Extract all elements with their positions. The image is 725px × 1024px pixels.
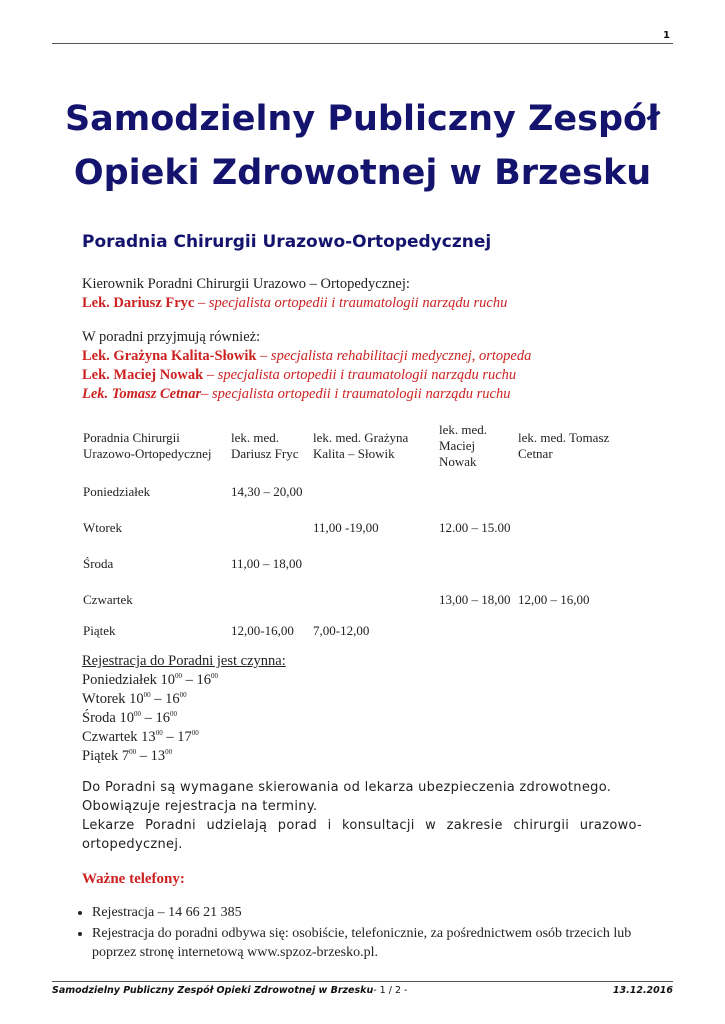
registration-day: [82, 690, 286, 709]
header-rule: [52, 43, 673, 44]
registration-superscript: 00: [179, 691, 187, 699]
head-doctor-entry: [82, 294, 507, 313]
info-paragraph: Lekarze Poradni udzielają porad i konsultacji w zakresie chirurgii urazowo-ortopedycznej.: [82, 818, 642, 852]
registration-day-dash: – 16: [140, 710, 170, 726]
doctor-entry: [82, 347, 531, 366]
registration-day: [82, 709, 286, 728]
table-cell: [228, 510, 310, 546]
table-header-row: [80, 418, 641, 474]
phones-list: [74, 903, 652, 964]
table-cell: 11,00 -19,00: [313, 520, 379, 535]
head-doctor-block: [82, 275, 507, 313]
page-title: [52, 92, 673, 200]
registration-day-dash: – 17: [162, 729, 192, 745]
head-doctor-label: Kierownik Poradni Chirurgii Urazowo – Ortopedycznej:: [82, 276, 410, 292]
doctor-role: – specjalista ortopedii i traumatologii narządu ruchu: [201, 386, 511, 402]
registration-day-label: Wtorek 10: [82, 691, 144, 707]
table-cell: [310, 474, 436, 510]
page-title-line-1: Samodzielny Publiczny Zespół: [64, 99, 661, 139]
table-cell: [228, 582, 310, 618]
table-row: [80, 510, 641, 546]
table-cell: 11,00 – 18,00: [231, 556, 303, 571]
table-row: [80, 582, 641, 618]
registration-superscript: 00: [129, 748, 137, 756]
registration-hours: [82, 652, 286, 766]
registration-day-label: Piątek 7: [82, 748, 130, 764]
registration-day-dash: – 16: [182, 672, 212, 688]
footer-title: Samodzielny Publiczny Zespół Opieki Zdrowotnej w Brzesku: [52, 985, 374, 996]
table-cell: [436, 474, 515, 510]
registration-superscript: 00: [165, 748, 173, 756]
doctor-role: – specjalista rehabilitacji medycznej, ortopeda: [256, 348, 532, 364]
table-cell: Czwartek: [83, 592, 133, 607]
table-cell: Środa: [83, 556, 114, 571]
doctor-entry: [82, 366, 531, 385]
table-header-cell: Poradnia Chirurgii Urazowo-Ortopedycznej: [83, 430, 212, 461]
doctor-entry: [82, 385, 531, 404]
registration-superscript: 00: [155, 729, 163, 737]
schedule-table: [80, 418, 641, 644]
registration-day-label: Poniedziałek 10: [82, 672, 176, 688]
other-doctors-block: [82, 328, 531, 404]
list-item: • Rejestracja – 14 66 21 385: [92, 903, 652, 922]
table-cell: 12,00 – 16,00: [518, 592, 590, 607]
table-header-cell: lek. med. Dariusz Fryc: [231, 430, 299, 461]
registration-day: [82, 747, 286, 766]
table-cell: 12,00-16,00: [231, 623, 294, 638]
table-row: [80, 474, 641, 510]
registration-heading: Rejestracja do Poradni jest czynna:: [82, 653, 286, 669]
registration-day-dash: – 13: [136, 748, 166, 764]
table-row: [80, 618, 641, 644]
doctor-name: Lek. Tomasz Cetnar: [82, 386, 202, 402]
doctor-name: Lek. Maciej Nowak: [82, 367, 204, 383]
registration-day-dash: – 16: [150, 691, 180, 707]
page-title-line-2: Opieki Zdrowotnej w Brzesku: [73, 153, 652, 193]
info-text: [82, 778, 642, 854]
registration-superscript: 00: [175, 672, 183, 680]
table-cell: [515, 546, 641, 582]
table-cell: [515, 474, 641, 510]
registration-day: [82, 728, 286, 747]
table-header-cell: lek. med. Maciej Nowak: [439, 422, 488, 469]
table-header-cell: lek. med. Tomasz Cetnar: [518, 430, 610, 461]
table-cell: Piątek: [83, 623, 116, 638]
table-cell: [310, 546, 436, 582]
table-cell: [436, 546, 515, 582]
table-cell: [515, 510, 641, 546]
table-cell: [310, 582, 436, 618]
info-paragraph: Obowiązuje rejestracja na terminy.: [82, 799, 318, 814]
table-cell: [515, 618, 641, 644]
footer-left: [52, 985, 407, 996]
table-cell: 12.00 – 15.00: [439, 520, 511, 535]
doctor-name: Lek. Grażyna Kalita-Słowik: [82, 348, 257, 364]
table-cell: 13,00 – 18,00: [439, 592, 511, 607]
table-row: [80, 546, 641, 582]
head-doctor-name: Lek. Dariusz Fryc: [82, 295, 195, 311]
list-item: • Rejestracja do poradni odbywa się: osobiście, telefonicznie, za pośrednictwem osób trzecich lub poprzez stronę internetową www.spzoz-brzesko.pl.: [92, 924, 652, 962]
table-header-cell: lek. med. Grażyna Kalita – Słowik: [313, 430, 409, 461]
head-doctor-role: – specjalista ortopedii i traumatologii narządu ruchu: [194, 295, 508, 311]
footer-rule: [52, 981, 673, 982]
other-doctors-label: W poradni przyjmują również:: [82, 329, 261, 345]
table-cell: Wtorek: [83, 520, 122, 535]
registration-superscript: 00: [211, 672, 219, 680]
info-paragraph: Do Poradni są wymagane skierowania od lekarza ubezpieczenia zdrowotnego.: [82, 780, 612, 795]
footer-date: 13.12.2016: [612, 985, 673, 996]
registration-superscript: 00: [169, 710, 177, 718]
table-cell: 7,00-12,00: [313, 623, 370, 638]
registration-superscript: 00: [143, 691, 151, 699]
registration-day-label: Czwartek 13: [82, 729, 156, 745]
doctor-role: – specjalista ortopedii i traumatologii narządu ruchu: [203, 367, 517, 383]
footer-page-count: - 1 / 2 -: [373, 985, 408, 996]
section-title: Poradnia Chirurgii Urazowo-Ortopedycznej: [82, 232, 492, 252]
table-cell: 14,30 – 20,00: [231, 484, 303, 499]
table-cell: Poniedziałek: [83, 484, 151, 499]
registration-day: [82, 671, 286, 690]
registration-day-label: Środa 10: [82, 710, 134, 726]
registration-superscript: 00: [191, 729, 199, 737]
phones-heading: Ważne telefony:: [82, 871, 185, 887]
table-cell: [436, 618, 515, 644]
registration-superscript: 00: [133, 710, 141, 718]
page-number: 1: [663, 30, 670, 41]
